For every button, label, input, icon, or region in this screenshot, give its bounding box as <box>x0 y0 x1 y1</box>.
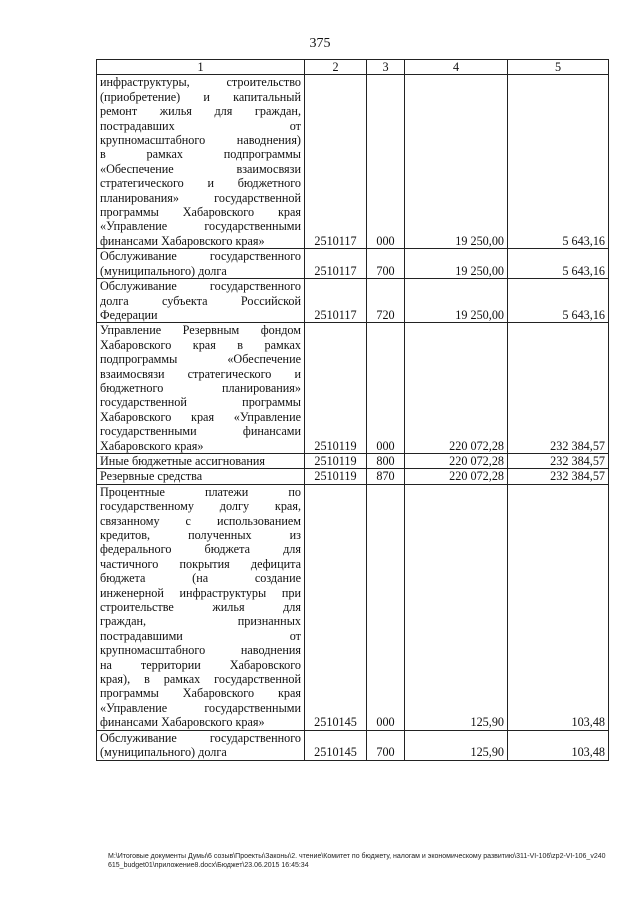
table-row <box>97 469 609 484</box>
table-row <box>97 453 609 468</box>
table-row <box>97 730 609 760</box>
item-name-line: финансами Хабаровского края» <box>100 715 265 730</box>
item-name-line: государственному долгу края, <box>100 499 301 514</box>
amount-col5-cell: 103,48 <box>508 484 609 730</box>
expense-type-cell: 870 <box>367 469 405 484</box>
table-row <box>97 279 609 323</box>
item-name-line: края), в рамках государственной <box>100 672 301 687</box>
expense-type-cell: 000 <box>367 484 405 730</box>
target-article-code-cell: 2510117 <box>305 279 367 323</box>
item-name-line: федерального бюджета для <box>100 542 301 557</box>
item-name-line: Обслуживание государственного <box>100 730 301 745</box>
table-row <box>97 323 609 454</box>
item-name-line: на территории Хабаровского <box>100 657 301 672</box>
target-article-code-cell: 2510145 <box>305 484 367 730</box>
expense-type-cell: 000 <box>367 323 405 454</box>
amount-col5-cell: 5 643,16 <box>508 75 609 249</box>
item-name-line: инфраструктуры, строительство <box>100 75 301 90</box>
item-name-cell <box>97 279 305 323</box>
target-article-code-cell: 2510117 <box>305 249 367 279</box>
amount-col5-cell: 232 384,57 <box>508 469 609 484</box>
item-name-line: крупномасштабного наводнения <box>100 643 301 658</box>
item-name-line: (муниципального) долга <box>100 745 227 760</box>
item-name-line: пострадавших от <box>100 118 301 133</box>
item-name-cell <box>97 484 305 730</box>
item-name-line: инженерной инфраструктуры при <box>100 585 301 600</box>
budget-table <box>96 59 609 761</box>
item-name-line: пострадавшими от <box>100 628 301 643</box>
item-name-line: Хабаровского края «Управление <box>100 409 301 424</box>
amount-col5-cell: 5 643,16 <box>508 249 609 279</box>
item-name-line: государственной программы <box>100 395 301 410</box>
item-name-line: «Управление государственными <box>100 219 301 234</box>
amount-col4-cell: 220 072,28 <box>405 453 508 468</box>
item-name-line: «Управление государственными <box>100 700 301 715</box>
amount-col5-cell: 5 643,16 <box>508 279 609 323</box>
item-name-line: Процентные платежи по <box>100 484 301 499</box>
item-name-line: подпрограммы «Обеспечение <box>100 352 301 367</box>
item-name-line: взаимосвязи стратегического и <box>100 366 301 381</box>
file-path-footer: M:\Итоговые документы Думы\6 созыв\Проекты\Законы\2. чтение\Комитет по бюджету, налогам и экономическому развитию\311-VI-106\zp2-VI-106_v240615_budget01\приложение8.docx\Бюджет\23.06.2015 16:45:34 <box>108 853 606 869</box>
column-header: 1 <box>97 60 305 75</box>
item-name-line: в рамках подпрограммы <box>100 147 301 162</box>
table-row <box>97 484 609 730</box>
amount-col5-cell: 232 384,57 <box>508 323 609 454</box>
item-name-line: граждан, признанных <box>100 614 301 629</box>
item-name-cell <box>97 730 305 760</box>
column-header: 3 <box>367 60 405 75</box>
amount-col4-cell: 125,90 <box>405 730 508 760</box>
amount-col4-cell: 220 072,28 <box>405 469 508 484</box>
item-name-line: программы Хабаровского края <box>100 205 301 220</box>
table-row <box>97 75 609 249</box>
item-name-line: частичного покрытия дефицита <box>100 556 301 571</box>
item-name-line: планирования» государственной <box>100 190 301 205</box>
target-article-code-cell: 2510119 <box>305 323 367 454</box>
item-name-line: Хабаровского края в рамках <box>100 337 301 352</box>
item-name-line: ремонт жилья для граждан, <box>100 104 301 119</box>
item-name-line: Хабаровского края» <box>100 438 204 453</box>
target-article-code-cell: 2510119 <box>305 469 367 484</box>
item-name-line: государственными финансами <box>100 424 301 439</box>
item-name-line: бюджетного планирования» <box>100 380 301 395</box>
target-article-code-cell: 2510119 <box>305 453 367 468</box>
target-article-code-cell: 2510117 <box>305 75 367 249</box>
item-name-cell <box>97 75 305 249</box>
item-name-line: бюджета (на создание <box>100 571 301 586</box>
page-number: 375 <box>309 36 331 51</box>
amount-col5-cell: 232 384,57 <box>508 453 609 468</box>
item-name-cell <box>97 469 305 484</box>
amount-col4-cell: 19 250,00 <box>405 279 508 323</box>
expense-type-cell: 700 <box>367 730 405 760</box>
item-name-line: связанному с использованием <box>100 513 301 528</box>
item-name-line: программы Хабаровского края <box>100 686 301 701</box>
item-name-cell <box>97 323 305 454</box>
amount-col4-cell: 220 072,28 <box>405 323 508 454</box>
item-name-line: Резервные средства <box>100 469 203 484</box>
item-name-line: «Обеспечение взаимосвязи <box>100 161 301 176</box>
item-name-line: (приобретение) и капитальный <box>100 89 301 104</box>
column-header: 5 <box>508 60 609 75</box>
item-name-cell <box>97 249 305 279</box>
item-name-line: Обслуживание государственного <box>100 279 301 294</box>
table-row <box>97 249 609 279</box>
amount-col4-cell: 125,90 <box>405 484 508 730</box>
expense-type-cell: 700 <box>367 249 405 279</box>
table-header-row <box>97 60 609 75</box>
amount-col4-cell: 19 250,00 <box>405 75 508 249</box>
item-name-line: кредитов, полученных из <box>100 528 301 542</box>
amount-col5-cell: 103,48 <box>508 730 609 760</box>
item-name-line: строительстве жилья для <box>100 600 301 615</box>
expense-type-cell: 720 <box>367 279 405 323</box>
column-header: 2 <box>305 60 367 75</box>
item-name-cell <box>97 453 305 468</box>
target-article-code-cell: 2510145 <box>305 730 367 760</box>
item-name-line: финансами Хабаровского края» <box>100 233 265 248</box>
expense-type-cell: 800 <box>367 453 405 468</box>
item-name-line: Обслуживание государственного <box>100 249 301 264</box>
item-name-line: стратегического и бюджетного <box>100 176 301 191</box>
item-name-line: долга субъекта Российской <box>100 293 301 308</box>
item-name-line: Федерации <box>100 307 158 322</box>
column-header: 4 <box>405 60 508 75</box>
item-name-line: крупномасштабного наводнения) <box>100 133 301 148</box>
item-name-line: (муниципального) долга <box>100 263 227 278</box>
item-name-line: Управление Резервным фондом <box>100 323 301 338</box>
expense-type-cell: 000 <box>367 75 405 249</box>
item-name-line: Иные бюджетные ассигнования <box>100 453 266 468</box>
amount-col4-cell: 19 250,00 <box>405 249 508 279</box>
